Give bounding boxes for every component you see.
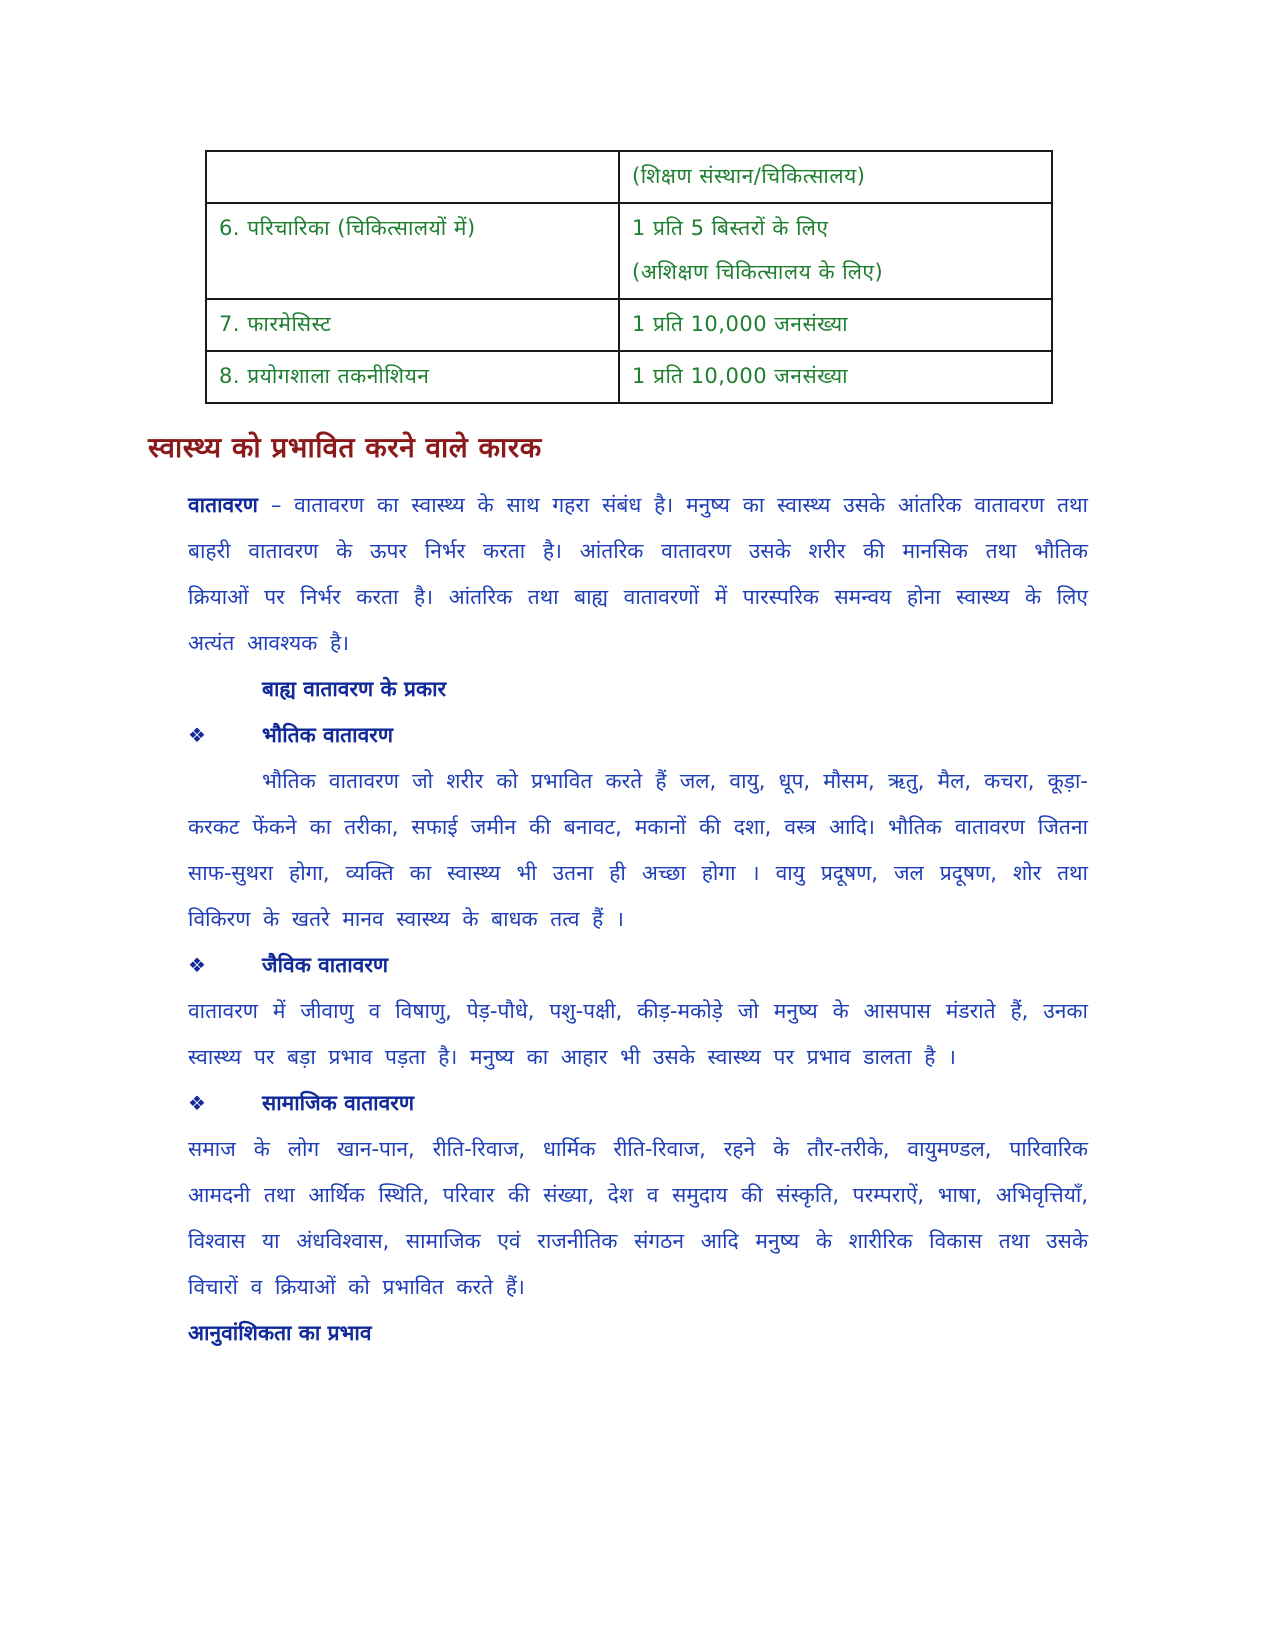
physical-environment-title: भौतिक वातावरण	[262, 723, 394, 747]
diamond-dots-icon: ❖	[188, 1091, 206, 1115]
environment-paragraph	[188, 482, 1088, 666]
table-cell-line: 1 प्रति 10,000 जनसंख्या	[632, 364, 849, 388]
table-cell-line: 6. परिचारिका (चिकित्सालयों में)	[219, 216, 476, 240]
staff-role-cell	[206, 203, 619, 299]
staff-ratio-cell	[619, 151, 1052, 203]
diamond-dots-icon: ❖	[188, 723, 206, 747]
social-environment-title: सामाजिक वातावरण	[262, 1091, 415, 1115]
section-heading: स्वास्थ्य को प्रभावित करने वाले कारक	[148, 431, 542, 464]
table-cell-line: (अशिक्षण चिकित्सालय के लिए)	[632, 260, 884, 284]
social-environment-paragraph: समाज के लोग खान-पान, रीति-रिवाज, धार्मिक रीति-रिवाज, रहने के तौर-तरीके, वायुमण्डल, पारिवारिक आमदनी तथा आर्थिक स्थिति, परिवार की संख्या, देश व समुदाय की संस्कृति, परम्पराऐं, भाषा, अभिवृत्तियाँ, विश्वास या अंधविश्वास, सामाजिक एवं राजनीतिक संगठन आदि मनुष्य के शारीरिक विकास तथा उसके विचारों व क्रियाओं को प्रभावित करते हैं।	[188, 1137, 1088, 1299]
table-cell-line: 7. फारमेसिस्ट	[219, 312, 332, 336]
environment-lead: वातावरण	[188, 493, 258, 517]
content-body	[188, 482, 1088, 1356]
table-cell-line: 8. प्रयोगशाला तकनीशियन	[219, 364, 430, 388]
heredity-heading: आनुवांशिकता का प्रभाव	[188, 1321, 372, 1345]
diamond-dots-icon: ❖	[188, 953, 206, 977]
table-row	[206, 299, 1052, 351]
table-row	[206, 203, 1052, 299]
environment-text: – वातावरण का स्वास्थ्य के साथ गहरा संबंध है। मनुष्य का स्वास्थ्य उसके आंतरिक वातावरण तथा बाहरी वातावरण के ऊपर निर्भर करता है। आंतरिक वातावरण उसके शरीर की मानसिक तथा भौतिक क्रियाओं पर निर्भर करता है। आंतरिक तथा बाह्य वातावरणों में पारस्परिक समन्वय होना स्वास्थ्य के लिए अत्यंत आवश्यक है।	[188, 493, 1088, 655]
staff-ratio-cell	[619, 203, 1052, 299]
social-environment-heading	[188, 1080, 1088, 1126]
staff-ratio-table-body	[206, 151, 1052, 403]
staff-ratio-table	[205, 150, 1053, 404]
table-cell-line: 1 प्रति 10,000 जनसंख्या	[632, 312, 849, 336]
biological-environment-paragraph: वातावरण में जीवाणु व विषाणु, पेड़-पौधे, पशु-पक्षी, कीड़-मकोड़े जो मनुष्य के आसपास मंडराते हैं, उनका स्वास्थ्य पर बड़ा प्रभाव पड़ता है। मनुष्य का आहार भी उसके स्वास्थ्य पर प्रभाव डालता है ।	[188, 999, 1088, 1069]
staff-role-cell	[206, 351, 619, 403]
table-row	[206, 151, 1052, 203]
biological-environment-heading	[188, 942, 1088, 988]
physical-environment-heading	[188, 712, 1088, 758]
staff-role-cell	[206, 299, 619, 351]
biological-environment-title: जैविक वातावरण	[262, 953, 389, 977]
table-row	[206, 351, 1052, 403]
table-cell-line: (शिक्षण संस्थान/चिकित्सालय)	[632, 164, 866, 188]
staff-ratio-cell	[619, 299, 1052, 351]
table-cell-line: 1 प्रति 5 बिस्तरों के लिए	[632, 216, 829, 240]
staff-role-cell	[206, 151, 619, 203]
physical-environment-paragraph: भौतिक वातावरण जो शरीर को प्रभावित करते हैं जल, वायु, धूप, मौसम, ऋतु, मैल, कचरा, कूड़ा-करकट फेंकने का तरीका, सफाई जमीन की बनावट, मकानों की दशा, वस्त्र आदि। भौतिक वातावरण जितना साफ-सुथरा होगा, व्यक्ति का स्वास्थ्य भी उतना ही अच्छा होगा । वायु प्रदूषण, जल प्रदूषण, शोर तथा विकिरण के खतरे मानव स्वास्थ्य के बाधक तत्व हैं ।	[188, 769, 1088, 931]
staff-ratio-cell	[619, 351, 1052, 403]
external-environment-types-heading: बाह्य वातावरण के प्रकार	[262, 677, 447, 701]
